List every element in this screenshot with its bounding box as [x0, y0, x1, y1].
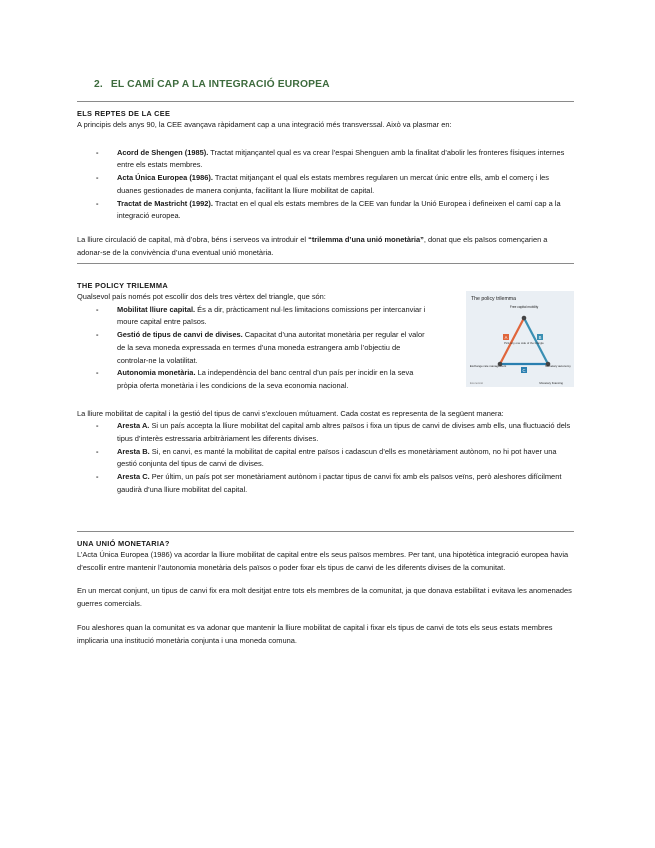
side-a-label: A: [504, 334, 508, 340]
section-title: EL CAMÍ CAP A LA INTEGRACIÓ EUROPEA: [110, 79, 330, 90]
paragraph: La lliure mobilitat de capital i la gestió del tipus de canvi s’exclouen mútuament. Cada costat es representa de la següent manera:: [77, 408, 504, 418]
section-number: 2.: [94, 79, 103, 90]
paragraph: L’Acta Única Europea (1986) va acordar la lliure mobilitat de capital entre els seus països membres. Per tant, una hipotètica integració europea havia d’escollir entre mantenir l’autonomia monetària dels països o poder fixar els tipus de canvi de les diferents divises de la comunitat.: [77, 550, 569, 572]
divider: [77, 263, 574, 264]
figure-title: The policy trilemma: [471, 296, 516, 302]
list-item: - Aresta C. Per últim, un país pot ser monetàriament autònom i pactar tipus de canvi fix amb els països veïns, però aleshores difícilment gaudirà d’una lliure mobilitat del capital.: [96, 472, 562, 494]
list-item: - Autonomia monetària. La independència del banc central d’un país per incidir en la seva pròpia oferta monetària i les condicions de la seva economia nacional.: [96, 368, 414, 390]
paragraph: En un mercat conjunt, un tipus de canvi fix era molt desitjat entre tots els membres de la comunitat, ja que donava estabilitat i evitava les anomenades guerres comercials.: [77, 586, 572, 609]
section-heading: [94, 79, 330, 90]
side-c-label: C: [522, 367, 526, 373]
paragraph: A principis dels anys 90, la CEE avançava ràpidament cap a una integració més transverssal. Això va plasmar en:: [77, 120, 452, 129]
divider: [77, 101, 574, 102]
figure-source: Economist: [470, 381, 484, 385]
list: [77, 304, 432, 393]
vertex-top-label: Free capital mobility: [509, 305, 539, 309]
paragraph: Qualsevol país només pot escollir dos dels tres vèrtex del triangle, que són:: [77, 292, 326, 301]
list-item: - Acta Única Europea (1986). Tractat mitjançant el qual els estats membres regularen un mercat únic entre ells, amb el comerç i les duanes gestionades de manera conjunta, facilitant la lliure mobilitat de capital.: [96, 173, 549, 195]
list-item: - Aresta B. Si, en canvi, es manté la mobilitat de capital entre països i cadascun d’ells es monetàriament autònom, no hi pot haver una gestió conjunta del tipus de canvi de divises.: [96, 446, 557, 469]
list-item: - Acord de Shengen (1985). Tractat mitjançantel qual es va crear l’espai Shenguen amb la finalitat d’abolir les fronteres físiques internes entre els estats membres.: [96, 147, 565, 170]
figure-bottom-right-label: Monetary financing: [539, 381, 563, 385]
vertex-top: [522, 316, 527, 321]
list-item: - Gestió de tipus de canvi de divises. Capacitat d’una autoritat monetària per regular el valor de la seva moneda expressada en termes d’una moneda estrangera amb l’objectiu de controlar-ne la volatilitat.: [96, 330, 425, 365]
subsection-title: THE POLICY TRILEMMA: [77, 281, 168, 290]
list-item: - Tractat de Mastricht (1992). Tractat en el qual els estats membres de la CEE van fundar la Unió Europea i defineixen el camí cap a la integració europea.: [96, 198, 561, 221]
list: [77, 147, 574, 223]
vertex-left-label: Exchange rate management: [469, 364, 507, 368]
divider: [77, 531, 574, 532]
section-reptes: [77, 109, 574, 259]
trilemma-diagram: [466, 291, 574, 387]
paragraph: Fou aleshores quan la comunitat es va adonar que mantenir la lliure mobilitat de capital i fixar els tipus de canvi de tots els seus estats membres implicaria una institució monetària conjunta i una moneda comuna.: [77, 622, 553, 645]
side-b-label: B: [538, 334, 542, 340]
section-unio: [77, 539, 574, 647]
list-item: - Mobilitat lliure capital. És a dir, pràcticament nul·les limitacions comissions per intercanviar i moure capital entre països.: [96, 304, 426, 327]
trilemma-figure: [466, 291, 574, 387]
subsection-title: UNA UNIÓ MONETARIA?: [77, 539, 170, 548]
vertex-right-label: Monetary autonomy: [545, 364, 571, 368]
list: [77, 420, 574, 496]
center-label: Pick any one side of the triangle: [504, 341, 544, 345]
paragraph: La lliure circulació de capital, mà d’obra, béns i serveos va introduir el “trilemma d’una unió monetària”, donat que els països començarien a adonar-se de la convivència d’una eventual unió monetària.: [77, 234, 548, 257]
subsection-title: ELS REPTES DE LA CEE: [77, 109, 171, 118]
list-item: - Aresta A. Si un país accepta la lliure mobilitat del capital amb altres països i fixa un tipus de canvi de divises amb ells, una fluctuació dels tipus d’interès estressaria arbitràriament les diferents divises.: [96, 421, 571, 444]
